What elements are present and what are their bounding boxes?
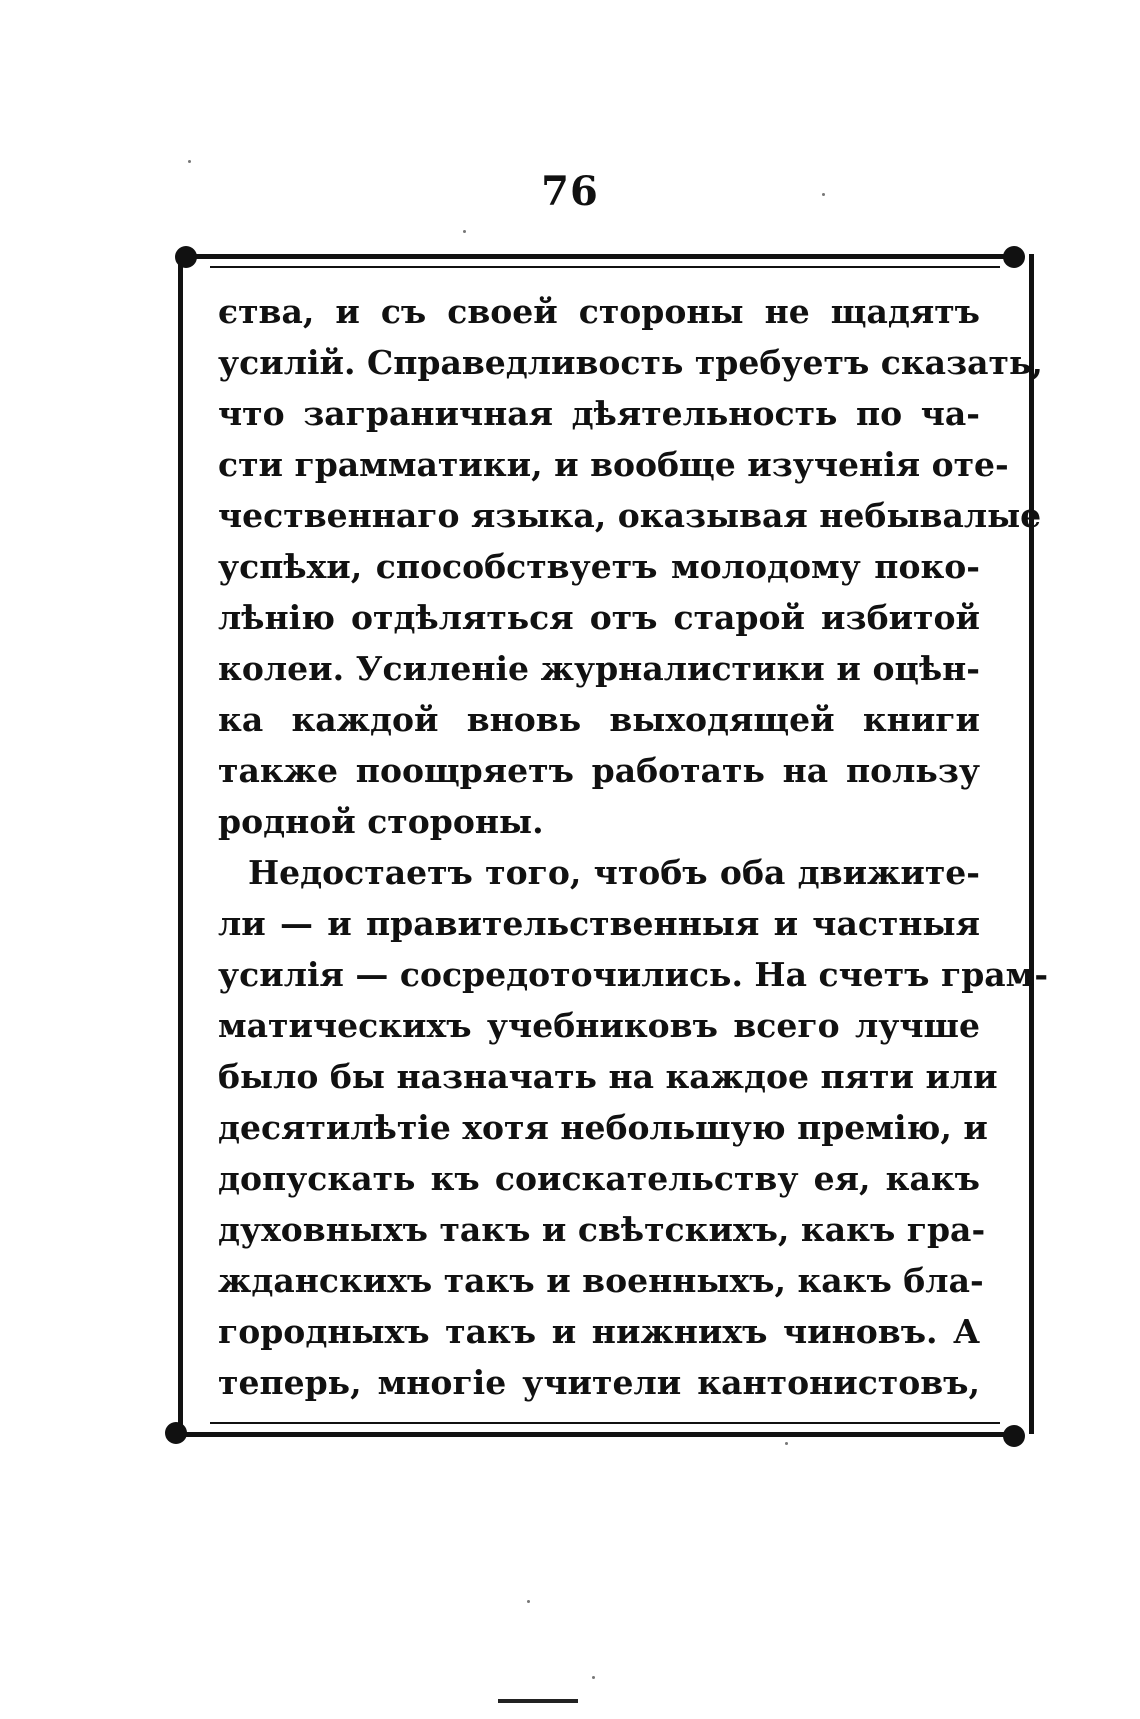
bottom-rule <box>186 1432 1024 1437</box>
text-line: городныхъ такъ и нижнихъ чиновъ. А <box>218 1312 980 1351</box>
paper-speck <box>463 230 466 233</box>
text-line: десятилѣтіе хотя небольшую премію, и <box>218 1108 988 1147</box>
paper-speck <box>188 160 191 163</box>
text-line: колеи. Усиленіе журналистики и оцѣн- <box>218 649 980 688</box>
page-number: 76 <box>541 168 599 215</box>
text-line: лѣнію отдѣляться отъ старой избитой <box>218 598 980 637</box>
bottom-rule-thin <box>210 1422 1000 1424</box>
corner-ornament-bottom-left <box>165 1422 187 1444</box>
top-rule <box>186 254 1024 259</box>
paper-speck <box>592 1676 595 1679</box>
text-line: жданскихъ такъ и военныхъ, какъ бла- <box>218 1261 984 1300</box>
text-line: теперь, многіе учители кантонистовъ, <box>218 1363 980 1402</box>
text-line: матическихъ учебниковъ всего лучше <box>218 1006 980 1045</box>
text-line: допускать къ соискательству ея, какъ <box>218 1159 980 1198</box>
paper-speck <box>822 193 825 196</box>
text-line: ли — и правительственныя и частныя <box>218 904 980 943</box>
corner-ornament-bottom-right <box>1003 1425 1025 1447</box>
paper-speck <box>785 1442 788 1445</box>
text-line: также поощряетъ работать на пользу <box>218 751 980 790</box>
text-line: усилія — сосредоточились. На счетъ грам- <box>218 955 1049 994</box>
text-line: успѣхи, способствуетъ молодому поко- <box>218 547 980 586</box>
text-line: чественнаго языка, оказывая небывалые <box>218 496 1042 535</box>
text-line: ка каждой вновь выходящей книги <box>218 700 980 739</box>
text-line: єтва, и съ своей стороны не щадятъ <box>218 292 980 331</box>
paper-speck <box>527 1600 530 1603</box>
corner-ornament-top-left <box>175 246 197 268</box>
text-line: было бы назначать на каждое пяти или <box>218 1057 998 1096</box>
text-line: родной стороны. <box>218 802 544 841</box>
text-line: что заграничная дѣятельность по ча- <box>218 394 980 433</box>
text-line: усилій. Справедливость требуетъ сказать, <box>218 343 1043 382</box>
top-rule-thin <box>210 266 1000 268</box>
text-line: сти грамматики, и вообще изученія оте- <box>218 445 1009 484</box>
corner-ornament-top-right <box>1003 246 1025 268</box>
text-line: Недостаетъ того, чтобъ оба движите- <box>248 853 980 892</box>
text-line: духовныхъ такъ и свѣтскихъ, какъ гра- <box>218 1210 986 1249</box>
footer-mark <box>498 1699 578 1703</box>
body-text <box>218 286 1049 1408</box>
